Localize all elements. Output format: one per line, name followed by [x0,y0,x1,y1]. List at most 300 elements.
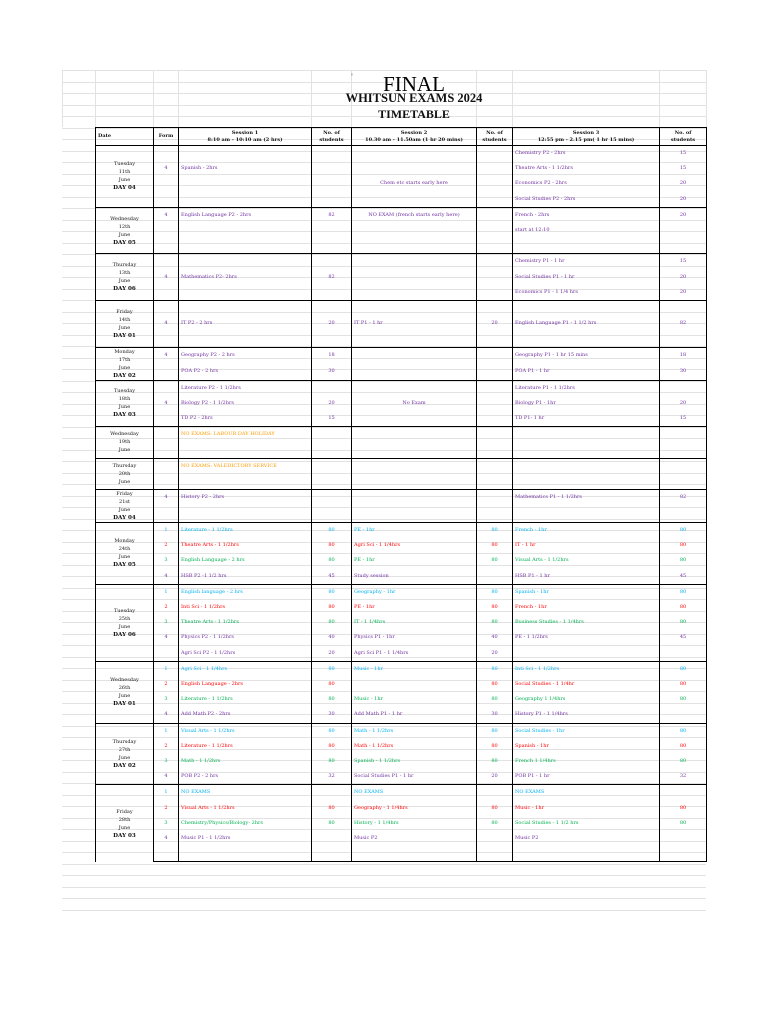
students2-cell: 80 [477,553,513,568]
students2-line2: students [482,136,507,143]
header-students3 [660,128,707,146]
table-row [96,238,707,254]
gridline [62,898,706,899]
form-cell [154,458,179,474]
students1-line2: students [319,136,344,143]
date-line: June [118,177,131,184]
students3-cell: 80 [660,522,707,538]
form-cell: 4 [154,270,179,285]
form-cell: 4 [154,630,179,645]
table-row [96,474,707,490]
students1-cell: 40 [312,630,352,645]
students3-cell: 82 [660,316,707,331]
table-row [96,785,707,801]
students1-cell [312,238,352,254]
date-line: 18th [118,396,131,403]
date-line: Wednesday [110,431,139,438]
date-cell [96,522,154,584]
session2-cell: Math - 1 1/2hrs [352,723,477,739]
session1-cell: Visual Arts - 1 1/2hrs [179,723,312,739]
header-session1 [179,128,312,146]
table-row [96,692,707,707]
session1-cell: Add Math P2 - 2hrs [179,707,312,723]
form-cell [154,427,179,443]
session2-cell: IT - 1 1/4hrs [352,615,477,630]
session2-time: 10.30 am - 11.50am (1 hr 20 mins) [365,136,463,143]
form-cell [154,474,179,490]
session1-cell: NO EXAMS [179,785,312,801]
table-row [96,677,707,692]
session1-cell: NO EXAMS: VALEDICTORY SERVICE [179,458,312,474]
table-row [96,442,707,458]
session3-cell [513,474,660,490]
students2-cell: 80 [477,816,513,831]
gridline [512,70,513,127]
session3-cell [513,238,660,254]
session2-cell [352,301,477,317]
header-session2 [352,128,477,146]
day-label: DAY 03 [113,412,136,419]
form-cell [154,176,179,191]
date-cell [96,301,154,348]
session2-label: Session 2 [400,129,428,136]
form-cell: 4 [154,569,179,585]
date-line: 27th [118,747,131,754]
table-row [96,584,707,600]
header-session3 [513,128,660,146]
students3-cell: 30 [660,364,707,381]
date-line: 12th [118,223,131,230]
table-row [96,739,707,754]
session2-cell: Music - 1hr [352,661,477,677]
students3-cell: 80 [660,801,707,816]
students3-cell [660,331,707,347]
students3-cell: 80 [660,739,707,754]
form-cell: 4 [154,831,179,846]
date-cell [96,146,154,208]
form-cell: 4 [154,489,179,506]
students2-cell: 80 [477,584,513,600]
session3-cell: History P1 - 1 1/4hrs [513,707,660,723]
session3-cell [513,331,660,347]
session1-cell: TD P2 - 2hrs [179,411,312,427]
session3-cell: POA P1 - 1 hr [513,364,660,381]
students3-cell: 15 [660,161,707,176]
students2-cell: 80 [477,661,513,677]
session1-cell [179,192,312,208]
date-line: Tuesday [113,161,136,168]
table-row [96,427,707,443]
form-cell: 4 [154,396,179,411]
date-line: June [118,693,131,700]
session3-cell: Spanish - 1hr [513,584,660,600]
date-line: 11th [118,169,131,176]
form-cell: 2 [154,538,179,553]
date-cell [96,347,154,380]
date-line: 26th [118,685,131,692]
students2-cell [477,785,513,801]
session2-cell: Music P2 [352,831,477,846]
day-label: DAY 02 [113,763,136,770]
table-row [96,347,707,364]
session2-cell: Agri Sci - 1 1/4hrs [352,538,477,553]
exam-title: WHITSUN EXAMS 2024 [345,91,483,105]
session1-cell [179,331,312,347]
session2-cell: Study session [352,569,477,585]
students3-cell [660,223,707,238]
form-cell [154,238,179,254]
header-students2 [477,128,513,146]
session1-cell: POA P2 - 2 hrs [179,364,312,381]
students2-cell [477,301,513,317]
students1-cell [312,831,352,846]
date-line: Tuesday [113,607,136,614]
session3-cell: Social Studies P1 - 1 hr [513,270,660,285]
students1-cell: 80 [312,600,352,615]
session3-cell: PE - 1 1/2hrs [513,630,660,645]
students2-cell: 80 [477,538,513,553]
date-cell [96,489,154,522]
date-cell [96,427,154,458]
session3-cell: Economics P2 - 2hrs [513,176,660,191]
session1-cell: English Language P2 - 2hrs [179,207,312,223]
gridline [62,864,706,865]
session2-cell: NO EXAMS [352,785,477,801]
session2-cell: PE - 1hr [352,553,477,568]
session1-cell: Theatre Arts - 1 1/2hrs [179,538,312,553]
students2-cell: 30 [477,707,513,723]
date-line: 17th [118,356,131,363]
students2-cell [477,831,513,846]
session1-cell: Literature - 1 1/2hrs [179,739,312,754]
students1-cell: 80 [312,677,352,692]
table-row [96,569,707,585]
form-cell: 1 [154,661,179,677]
session3-cell: Social Studies - 1 1/4hr [513,677,660,692]
form-cell [154,223,179,238]
date-line: June [118,231,131,238]
session1-cell [179,474,312,490]
session2-cell [352,331,477,347]
students3-cell: 45 [660,630,707,645]
students2-cell: 20 [477,646,513,662]
day-label: DAY 06 [113,286,136,293]
session2-cell [352,411,477,427]
form-cell [154,285,179,301]
table-row [96,364,707,381]
date-line: 24th [118,546,131,553]
students2-cell [477,442,513,458]
students3-cell: 20 [660,192,707,208]
date-line: Thursday [112,262,137,269]
students3-cell: 80 [660,816,707,831]
session2-cell: Add Math P1 - 1 hr [352,707,477,723]
session3-label: Session 3 [572,129,600,136]
students2-cell [477,270,513,285]
students2-cell [477,846,513,862]
table-row [96,161,707,176]
date-line: June [118,324,131,331]
day-label: DAY 05 [113,239,136,246]
day-label: DAY 02 [113,372,136,379]
students1-cell: 80 [312,801,352,816]
session1-cell: Chemistry/Physics/Biology- 2hrs [179,816,312,831]
students3-cell [660,846,707,862]
session2-cell [352,474,477,490]
timetable-body [96,146,707,862]
date-line: Friday [116,808,133,815]
students2-cell [477,569,513,585]
gridline [178,70,179,127]
form-cell [154,646,179,662]
day-label: DAY 01 [113,332,136,339]
students1-cell [312,427,352,443]
students2-cell: 80 [477,739,513,754]
form-cell: 3 [154,615,179,630]
session3-cell: Business Studies - 1 1/4hrs [513,615,660,630]
session2-cell: No Exam [352,396,477,411]
gridline [311,70,312,127]
gridline [62,910,706,911]
day-label: DAY 03 [113,832,136,839]
session3-cell: Literature P1 - 1 1/2hrs [513,380,660,396]
students2-cell [477,347,513,364]
gridline [659,70,660,127]
students2-cell [477,489,513,506]
students1-cell [312,254,352,270]
date-line: June [118,554,131,561]
form-cell [154,380,179,396]
date-line: Wednesday [110,677,139,684]
session2-cell [352,442,477,458]
session3-cell: Music - 1hr [513,801,660,816]
session2-cell: Agri Sci P1 - 1 1/4hrs [352,646,477,662]
header-students1 [312,128,352,146]
table-row [96,723,707,739]
students1-cell [312,846,352,862]
session2-cell [352,285,477,301]
table-row [96,146,707,162]
date-line: June [118,404,131,411]
date-line: 20th [118,470,131,477]
session2-cell: Spanish - 1 1/2hrs [352,754,477,769]
day-label: DAY 06 [113,631,136,638]
date-line: 25th [118,615,131,622]
students3-cell [660,785,707,801]
table-row [96,176,707,191]
session2-cell [352,677,477,692]
date-cell [96,785,154,862]
date-cell [96,584,154,661]
session3-cell: Geography P1 - 1 hr 15 mins [513,347,660,364]
table-row [96,769,707,785]
table-row [96,223,707,238]
students2-line1: No. of [486,129,503,136]
session1-cell: Literature - 1 1/2hrs [179,522,312,538]
session2-cell [352,506,477,523]
form-cell: 2 [154,739,179,754]
form-cell [154,442,179,458]
students1-cell: 15 [312,411,352,427]
session1-cell: Math - 1 1/2hrs [179,754,312,769]
date-line: June [118,447,131,454]
students3-cell: 80 [660,553,707,568]
form-cell: 2 [154,677,179,692]
session3-cell: Inti Sci - 1 1/2hrs [513,661,660,677]
students2-cell [477,238,513,254]
date-line: Thursday [112,739,137,746]
date-line: June [118,506,131,513]
students2-cell [477,331,513,347]
session2-cell [352,238,477,254]
session3-cell: Theatre Arts - 1 1/2hrs [513,161,660,176]
session1-cell: English Language - 2hrs [179,677,312,692]
form-cell: 3 [154,816,179,831]
students3-cell [660,646,707,662]
date-line: 19th [118,439,131,446]
timetable-subtitle: TIMETABLE [378,107,450,121]
students1-cell [312,146,352,162]
session1-label: Session 1 [231,129,259,136]
form-cell: 4 [154,347,179,364]
students1-cell [312,285,352,301]
students1-cell [312,161,352,176]
date-cell [96,661,154,723]
form-cell [154,411,179,427]
students1-cell [312,442,352,458]
students3-line2: students [670,136,696,143]
students2-cell [477,146,513,162]
students3-cell: 20 [660,176,707,191]
table-row [96,754,707,769]
form-cell: 4 [154,161,179,176]
students3-cell: 15 [660,146,707,162]
students3-cell: 20 [660,285,707,301]
session1-cell: IT P2 - 2 hrs [179,316,312,331]
session2-cell [352,846,477,862]
table-row [96,707,707,723]
students1-cell: 32 [312,769,352,785]
session2-cell [352,146,477,162]
session1-cell [179,301,312,317]
session2-cell [352,254,477,270]
table-row [96,816,707,831]
students1-cell [312,489,352,506]
session1-cell [179,254,312,270]
session3-cell: French - 1hr [513,600,660,615]
table-row [96,316,707,331]
session2-cell [352,380,477,396]
session3-cell: NO EXAMS [513,785,660,801]
students1-cell [312,176,352,191]
students1-cell [312,458,352,474]
students3-cell [660,458,707,474]
students1-cell [312,380,352,396]
students3-cell: 80 [660,677,707,692]
session2-cell: Music - 1hr [352,692,477,707]
date-line: June [118,478,131,485]
students3-cell: 80 [660,584,707,600]
students3-cell: 80 [660,754,707,769]
students2-cell [477,364,513,381]
session1-cell: Theatre Arts - 1 1/2hrs [179,615,312,630]
session2-cell: NO EXAM (french starts early here) [352,207,477,223]
form-cell [154,146,179,162]
students3-cell: 15 [660,254,707,270]
session1-cell: History P2 - 2hrs [179,489,312,506]
table-row [96,396,707,411]
date-line: June [118,623,131,630]
students3-cell [660,474,707,490]
students1-cell: 80 [312,754,352,769]
form-cell: 4 [154,769,179,785]
form-cell [154,846,179,862]
session3-cell: Spanish - 1hr [513,739,660,754]
session2-cell [352,192,477,208]
date-line: Friday [116,490,133,497]
students2-cell: 80 [477,615,513,630]
students2-cell [477,161,513,176]
session3-cell: Economics P1 - 1 1/4 hrs [513,285,660,301]
table-row [96,831,707,846]
students2-cell: 80 [477,723,513,739]
table-row [96,301,707,317]
students3-cell [660,707,707,723]
session3-cell: Mathematics P1 - 1 1/2hrs [513,489,660,506]
students2-cell: 80 [477,754,513,769]
session1-cell: NO EXAMS: LABOUR DAY HOLIDAY [179,427,312,443]
session1-cell: Spanish - 2hrs [179,161,312,176]
date-line: Tuesday [113,388,136,395]
students1-cell: 20 [312,396,352,411]
date-line: June [118,278,131,285]
students2-cell: 80 [477,522,513,538]
gridline [706,70,707,127]
session1-cell: Visual Arts - 1 1/2hrs [179,801,312,816]
header-form: Form [154,128,179,146]
gridline [62,887,706,888]
students1-cell: 20 [312,646,352,662]
session3-cell [513,442,660,458]
session3-cell: HSB P1 - 1 hr [513,569,660,585]
session2-cell [352,270,477,285]
form-cell: 1 [154,785,179,801]
session1-cell: English Language - 2 hrs [179,553,312,568]
students2-cell [477,176,513,191]
students2-cell: 80 [477,692,513,707]
session3-cell: French - 1hr [513,522,660,538]
students1-cell: 30 [312,364,352,381]
session3-cell: Geography 1 1/4hrs [513,692,660,707]
date-line: Friday [116,308,133,315]
session1-cell: Geography P2 - 2 hrs [179,347,312,364]
students3-cell [660,831,707,846]
table-row [96,801,707,816]
students3-line1: No. of [674,129,692,136]
students2-cell: 80 [477,677,513,692]
session2-cell: Chem etc starts early here [352,176,477,191]
session1-cell [179,146,312,162]
session2-cell [352,223,477,238]
students3-cell: 80 [660,692,707,707]
session3-cell [513,301,660,317]
tick-mark: ' [351,73,353,81]
session3-cell: French - 2hrs [513,207,660,223]
session1-cell [179,442,312,458]
students1-cell [312,192,352,208]
students1-cell: 82 [312,270,352,285]
students1-cell: 20 [312,316,352,331]
